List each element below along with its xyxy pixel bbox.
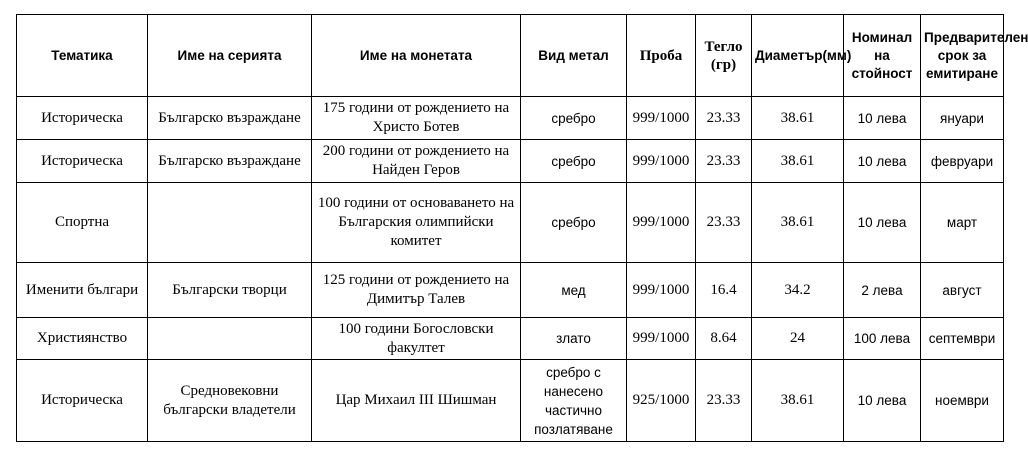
header-fineness: Проба <box>627 15 696 97</box>
cell-coin-name: 125 години от рождението на Димитър Талев <box>312 263 521 318</box>
cell-denomination: 10 лева <box>844 97 921 140</box>
cell-theme: Именити българи <box>17 263 148 318</box>
cell-issue-date: ноември <box>921 360 1004 442</box>
cell-weight: 16.4 <box>696 263 752 318</box>
cell-fineness: 999/1000 <box>627 140 696 183</box>
table-row <box>17 360 1004 442</box>
header-diameter: Диаметър(мм) <box>752 15 844 97</box>
cell-metal: злато <box>521 318 627 360</box>
cell-diameter: 38.61 <box>752 360 844 442</box>
cell-fineness: 999/1000 <box>627 97 696 140</box>
cell-diameter: 38.61 <box>752 140 844 183</box>
cell-series: Българско възраждане <box>148 140 312 183</box>
cell-series: Български творци <box>148 263 312 318</box>
header-coin-name: Име на монетата <box>312 15 521 97</box>
cell-series: Средновековни български владетели <box>148 360 312 442</box>
cell-coin-name: 200 години от рождението на Найден Геров <box>312 140 521 183</box>
cell-series: Българско възраждане <box>148 97 312 140</box>
cell-coin-name: 100 години Богословски факултет <box>312 318 521 360</box>
cell-issue-date: февруари <box>921 140 1004 183</box>
cell-metal: сребро <box>521 97 627 140</box>
cell-denomination: 100 лева <box>844 318 921 360</box>
cell-weight: 23.33 <box>696 97 752 140</box>
cell-diameter: 38.61 <box>752 183 844 263</box>
table-row <box>17 183 1004 263</box>
header-metal: Вид метал <box>521 15 627 97</box>
header-row <box>17 15 1004 97</box>
cell-issue-date: август <box>921 263 1004 318</box>
cell-series <box>148 183 312 263</box>
cell-denomination: 10 лева <box>844 140 921 183</box>
cell-diameter: 38.61 <box>752 97 844 140</box>
cell-coin-name: Цар Михаил III Шишман <box>312 360 521 442</box>
header-weight: Тегло (гр) <box>696 15 752 97</box>
cell-denomination: 2 лева <box>844 263 921 318</box>
cell-metal: сребро <box>521 183 627 263</box>
cell-theme: Историческа <box>17 360 148 442</box>
cell-theme: Християнство <box>17 318 148 360</box>
coins-table <box>16 14 1028 442</box>
table-row <box>17 140 1004 183</box>
table-row <box>17 263 1004 318</box>
cell-weight: 23.33 <box>696 140 752 183</box>
header-issue-date: Предварителен срок за емитиране <box>921 15 1004 97</box>
table-row <box>17 97 1004 140</box>
cell-coin-name: 100 години от основаването на Българския олимпийски комитет <box>312 183 521 263</box>
header-denomination: Номинал на стойност <box>844 15 921 97</box>
cell-fineness: 999/1000 <box>627 183 696 263</box>
cell-theme: Спортна <box>17 183 148 263</box>
cell-denomination: 10 лева <box>844 360 921 442</box>
cell-weight: 8.64 <box>696 318 752 360</box>
cell-issue-date: март <box>921 183 1004 263</box>
cell-fineness: 999/1000 <box>627 318 696 360</box>
header-series: Име на серията <box>148 15 312 97</box>
cell-weight: 23.33 <box>696 183 752 263</box>
cell-issue-date: януари <box>921 97 1004 140</box>
cell-diameter: 24 <box>752 318 844 360</box>
cell-theme: Историческа <box>17 97 148 140</box>
cell-denomination: 10 лева <box>844 183 921 263</box>
cell-coin-name: 175 години от рождението на Христо Ботев <box>312 97 521 140</box>
cell-series <box>148 318 312 360</box>
cell-metal: сребро <box>521 140 627 183</box>
cell-metal: сребро с нанесено частично позлатяване <box>521 360 627 442</box>
cell-weight: 23.33 <box>696 360 752 442</box>
cell-metal: мед <box>521 263 627 318</box>
cell-fineness: 925/1000 <box>627 360 696 442</box>
cell-diameter: 34.2 <box>752 263 844 318</box>
cell-theme: Историческа <box>17 140 148 183</box>
table-row <box>17 318 1004 360</box>
cell-issue-date: септември <box>921 318 1004 360</box>
cell-fineness: 999/1000 <box>627 263 696 318</box>
header-theme: Тематика <box>17 15 148 97</box>
